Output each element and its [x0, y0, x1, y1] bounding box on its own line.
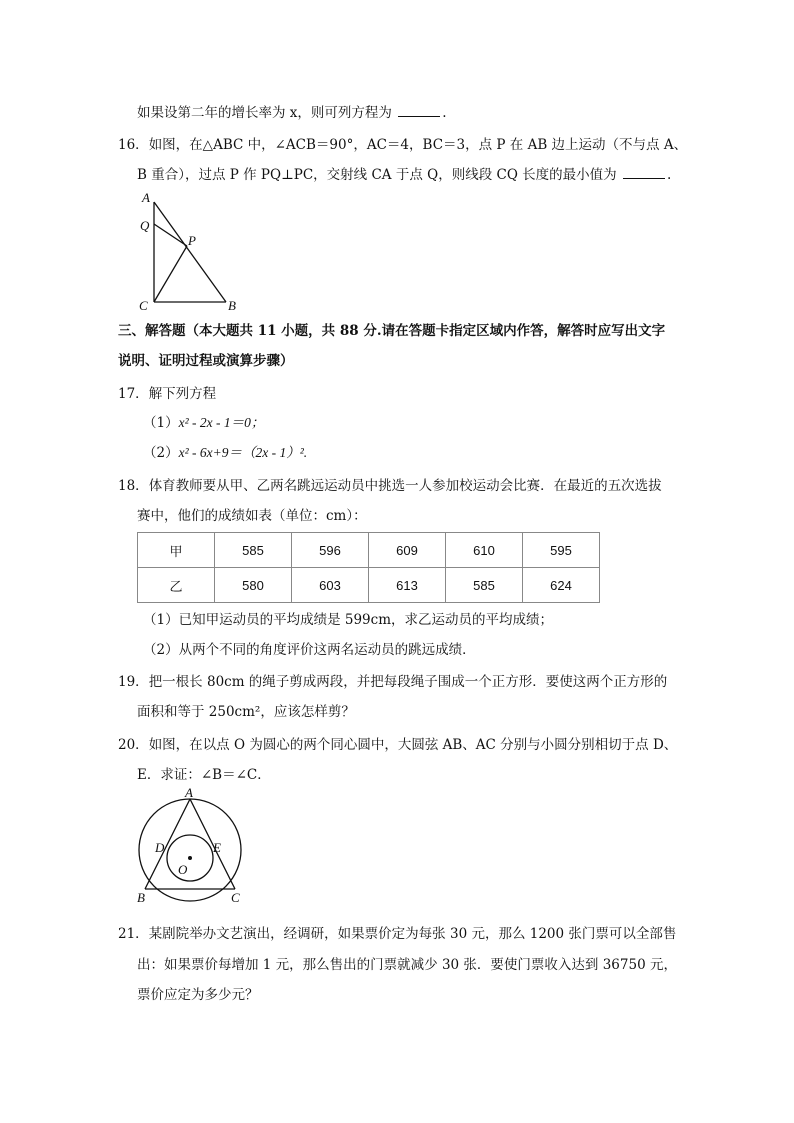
table-row	[138, 568, 600, 603]
q20-text-1: 如图，在以点 O 为圆心的两个同心圆中，大圆弦 AB、AC 分别与小圆分别相切于点 D、	[148, 737, 678, 753]
q20-number: 20．	[118, 737, 149, 753]
label-c: C	[139, 298, 148, 313]
q21-line1	[118, 925, 676, 943]
segment-pc	[154, 246, 187, 302]
q18-line2: 赛中，他们的成绩如表（单位：cm）：	[137, 508, 367, 524]
label-c: C	[231, 890, 240, 905]
q16-end: .	[666, 167, 672, 183]
label-a: A	[142, 190, 150, 205]
q17-part2-equation: x² - 6x+9＝（2x - 1）².	[178, 445, 308, 460]
q15-end: .	[442, 105, 447, 121]
label-a: A	[185, 788, 193, 800]
q17-number: 17．	[118, 386, 149, 402]
table-cell: 585	[215, 533, 292, 568]
q17-part1-equation: x² - 2x - 1＝0；	[178, 415, 265, 430]
segment-ab	[154, 202, 226, 302]
table-row	[138, 533, 600, 568]
table-cell: 585	[446, 568, 523, 603]
q15-tail-line	[137, 104, 447, 122]
q16-number: 16．	[118, 137, 149, 153]
q18-part1: （1）已知甲运动员的平均成绩是 599cm，求乙运动员的平均成绩；	[143, 612, 554, 628]
label-e: E	[213, 840, 221, 855]
q21-line3: 票价应定为多少元？	[137, 987, 259, 1003]
q16-text-1: 如图，在△ABC 中，∠ACB＝90°，AC＝4，BC＝3，点 P 在 AB 边上运动（不与点 A、	[148, 137, 688, 153]
segment-qp	[154, 224, 187, 246]
table-cell: 609	[369, 533, 446, 568]
table-cell: 595	[523, 533, 600, 568]
table-cell-athlete: 乙	[138, 568, 215, 603]
q17-part1	[143, 414, 264, 432]
q19-line2: 面积和等于 250cm²，应该怎样剪？	[137, 704, 355, 720]
q21-text-1: 某剧院举办文艺演出，经调研，如果票价定为每张 30 元，那么 1200 张门票可以全部售	[148, 926, 677, 942]
q21-number: 21．	[118, 926, 149, 942]
table-cell: 610	[446, 533, 523, 568]
q16-triangle-figure	[130, 188, 250, 316]
q19-line1	[118, 673, 667, 691]
q17-part2-label: （2）	[143, 445, 179, 461]
label-o: O	[178, 862, 188, 877]
section-three-heading-1: 三、解答题（本大题共 11 小题，共 88 分.请在答题卡指定区域内作答，解答时应写出文字	[118, 323, 666, 339]
q17-part1-label: （1）	[143, 415, 179, 431]
q15-text: 如果设第二年的增长率为 x，则可列方程为	[137, 105, 392, 121]
q16-line2	[137, 166, 671, 184]
q19-number: 19．	[118, 674, 149, 690]
label-b: B	[137, 890, 145, 905]
q16-text-2: B 重合），过点 P 作 PQ⊥PC，交射线 CA 于点 Q，则线段 CQ 长度的最小值为	[137, 167, 617, 183]
table-cell: 596	[292, 533, 369, 568]
q18-line1	[118, 477, 662, 495]
q20-circles-figure	[128, 788, 256, 908]
table-cell: 624	[523, 568, 600, 603]
section-three-heading-2: 说明、证明过程或演算步骤）	[118, 353, 294, 369]
label-q: Q	[140, 218, 150, 233]
q18-number: 18．	[118, 478, 149, 494]
q18-text-1: 体育教师要从甲、乙两名跳远运动员中挑选一人参加校运动会比赛．在最近的五次选拔	[148, 478, 662, 494]
q19-text-1: 把一根长 80cm 的绳子剪成两段，并把每段绳子围成一个正方形．要使这两个正方形的	[148, 674, 668, 690]
q20-line2: E．求证：∠B＝∠C．	[137, 767, 271, 783]
q17-part2	[143, 444, 307, 462]
q17-line	[118, 385, 216, 403]
label-b: B	[228, 298, 236, 313]
table-cell: 603	[292, 568, 369, 603]
label-d: D	[155, 840, 165, 855]
q18-score-table	[137, 532, 600, 603]
table-cell: 613	[369, 568, 446, 603]
q21-line2: 出：如果票价每增加 1 元，那么售出的门票就减少 30 张．要使门票收入达到 36750 元，	[137, 957, 677, 973]
center-point-o	[188, 856, 192, 860]
q17-title: 解下列方程	[148, 386, 217, 402]
q16-line1	[118, 136, 687, 154]
q16-answer-blank[interactable]	[623, 166, 665, 179]
table-cell: 580	[215, 568, 292, 603]
q18-part2: （2）从两个不同的角度评价这两名运动员的跳远成绩．	[143, 642, 476, 658]
q15-answer-blank[interactable]	[398, 104, 440, 117]
table-cell-athlete: 甲	[138, 533, 215, 568]
label-p: P	[188, 233, 196, 248]
q20-line1	[118, 736, 677, 754]
